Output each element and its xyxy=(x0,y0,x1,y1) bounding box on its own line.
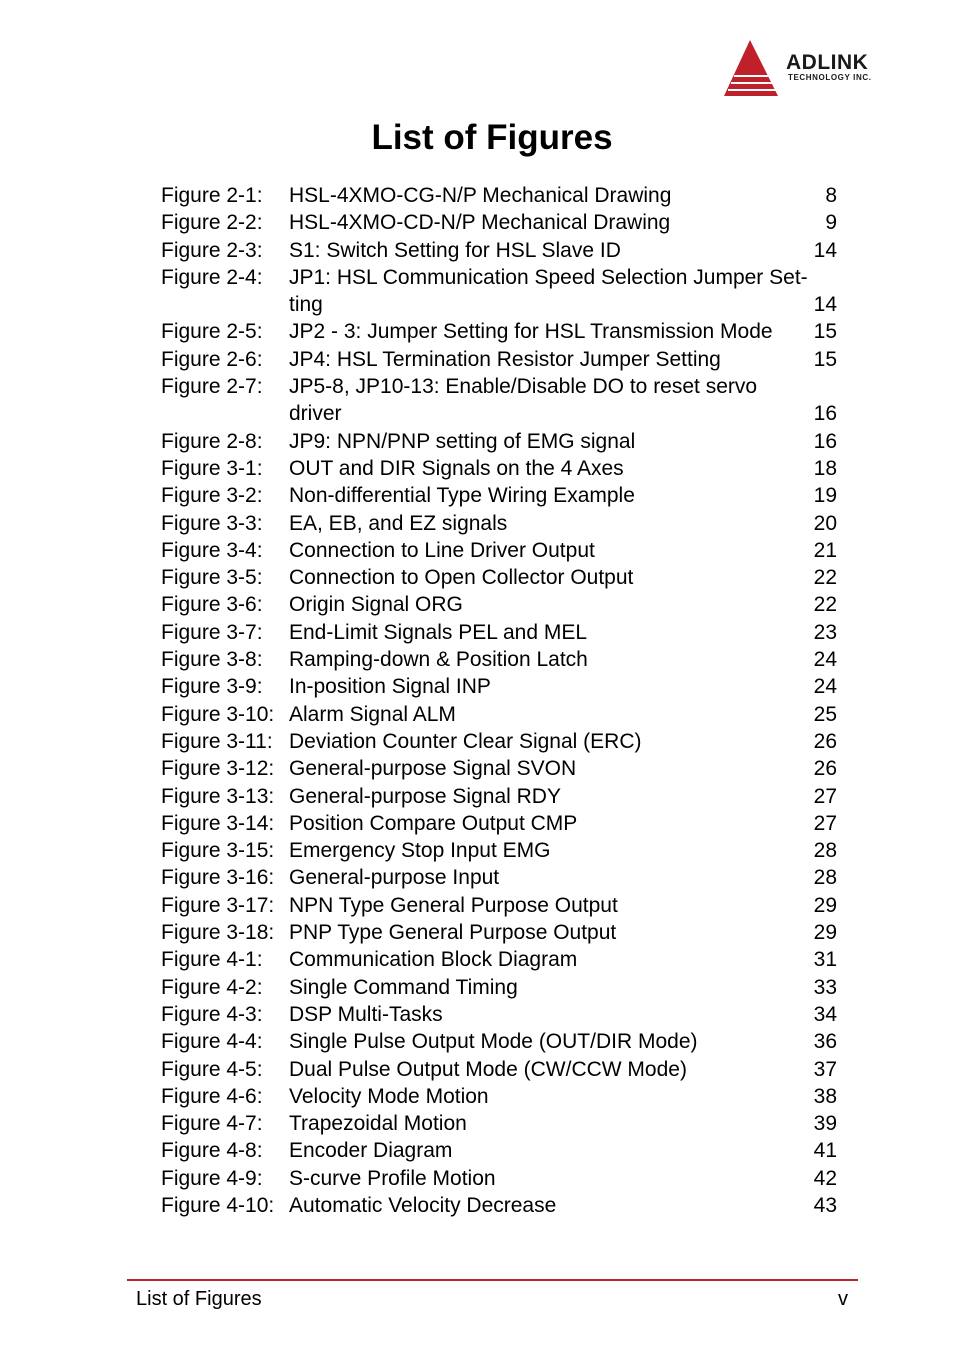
figure-title: General-purpose Signal RDY xyxy=(289,784,561,808)
logo-name: ADLINK xyxy=(786,51,869,74)
figure-entry[interactable] xyxy=(161,619,861,646)
figure-page-number: 25 xyxy=(813,702,837,726)
figure-entry[interactable] xyxy=(161,455,861,482)
figure-list xyxy=(161,182,861,1219)
figure-page-number: 34 xyxy=(813,1002,837,1026)
figure-entry[interactable] xyxy=(161,755,861,782)
figure-number: Figure 2-4: xyxy=(161,265,263,289)
figure-page-number: 15 xyxy=(813,347,837,371)
figure-entry[interactable] xyxy=(161,974,861,1001)
figure-page-number: 21 xyxy=(813,538,837,562)
figure-entry[interactable] xyxy=(161,728,861,755)
figure-page-number: 23 xyxy=(813,620,837,644)
figure-page-number: 33 xyxy=(813,975,837,999)
figure-title: HSL-4XMO-CD-N/P Mechanical Drawing xyxy=(289,211,671,235)
figure-number: Figure 2-5: xyxy=(161,320,263,344)
figure-entry[interactable] xyxy=(161,1028,861,1055)
figure-page-number: 31 xyxy=(813,948,837,972)
figure-page-number: 22 xyxy=(813,566,837,590)
figure-number: Figure 4-4: xyxy=(161,1030,263,1054)
figure-title: Deviation Counter Clear Signal (ERC) xyxy=(289,729,642,753)
figure-title: Single Command Timing xyxy=(289,975,518,999)
figure-number: Figure 3-12: xyxy=(161,757,275,781)
figure-page-number: 38 xyxy=(813,1084,837,1108)
figure-number: Figure 4-6: xyxy=(161,1084,263,1108)
figure-entry[interactable] xyxy=(161,1083,861,1110)
figure-number: Figure 2-6: xyxy=(161,347,263,371)
figure-entry[interactable] xyxy=(161,428,861,455)
figure-entry[interactable] xyxy=(161,646,861,673)
figure-entry[interactable] xyxy=(161,318,861,345)
figure-title: HSL-4XMO-CG-N/P Mechanical Drawing xyxy=(289,184,672,207)
figure-entry[interactable] xyxy=(161,946,861,973)
figure-number: Figure 2-1: xyxy=(161,184,263,207)
figure-number: Figure 4-2: xyxy=(161,975,263,999)
adlink-logo xyxy=(722,38,912,100)
figure-title: General-purpose Input xyxy=(289,866,500,890)
figure-page-number: 24 xyxy=(813,648,837,672)
logo-subtitle: TECHNOLOGY INC. xyxy=(788,73,872,82)
figure-title: End-Limit Signals PEL and MEL xyxy=(289,620,588,644)
figure-number: Figure 2-3: xyxy=(161,238,263,262)
figure-page-number: 41 xyxy=(813,1139,837,1163)
figure-number: Figure 4-10: xyxy=(161,1193,275,1217)
figure-number: Figure 3-16: xyxy=(161,866,275,890)
figure-title: Connection to Line Driver Output xyxy=(289,538,595,562)
footer-page-number: v xyxy=(838,1288,848,1310)
figure-number: Figure 3-2: xyxy=(161,484,263,508)
figure-entry[interactable] xyxy=(161,783,861,810)
figure-title: Communication Block Diagram xyxy=(289,948,578,972)
figure-page-number: 15 xyxy=(813,320,837,344)
figure-title: Emergency Stop Input EMG xyxy=(289,839,551,863)
figure-page-number: 22 xyxy=(813,593,837,617)
figure-title: Velocity Mode Motion xyxy=(289,1084,489,1108)
figure-number: Figure 3-11: xyxy=(161,729,273,753)
figure-title: Alarm Signal ALM xyxy=(289,702,456,726)
figure-entry[interactable] xyxy=(161,346,861,373)
figure-entry[interactable] xyxy=(161,564,861,591)
figure-page-number: 42 xyxy=(813,1166,837,1190)
figure-entry[interactable] xyxy=(161,510,861,537)
figure-entry[interactable] xyxy=(161,482,861,509)
figure-number: Figure 3-4: xyxy=(161,538,263,562)
figure-page-number: 28 xyxy=(813,866,837,890)
figure-page-number: 16 xyxy=(813,402,837,426)
footer-section-label: List of Figures xyxy=(136,1288,262,1310)
figure-number: Figure 3-5: xyxy=(161,566,263,590)
figure-page-number: 24 xyxy=(813,675,837,699)
figure-number: Figure 4-1: xyxy=(161,948,263,972)
figure-title: Non-differential Type Wiring Example xyxy=(289,484,635,508)
figure-page-number: 29 xyxy=(813,893,837,917)
figure-number: Figure 3-7: xyxy=(161,620,263,644)
figure-number: Figure 4-5: xyxy=(161,1057,263,1081)
figure-entry[interactable] xyxy=(161,537,861,564)
figure-title: Trapezoidal Motion xyxy=(289,1112,467,1136)
figure-title: JP9: NPN/PNP setting of EMG signal xyxy=(289,429,636,453)
footer-rule xyxy=(127,1279,858,1281)
figure-title: OUT and DIR Signals on the 4 Axes xyxy=(289,456,624,480)
figure-number: Figure 3-18: xyxy=(161,921,275,945)
figure-page-number: 29 xyxy=(813,921,837,945)
figure-number: Figure 4-7: xyxy=(161,1112,263,1136)
figure-page-number: 37 xyxy=(813,1057,837,1081)
figure-number: Figure 3-15: xyxy=(161,839,275,863)
figure-entry[interactable] xyxy=(161,209,861,236)
figure-page-number: 43 xyxy=(813,1193,837,1217)
figure-title: PNP Type General Purpose Output xyxy=(289,921,617,945)
figure-title: JP1: HSL Communication Speed Selection Jumper Set-ting xyxy=(289,265,808,317)
figure-entry[interactable] xyxy=(161,1110,861,1137)
figure-title: Encoder Diagram xyxy=(289,1139,453,1163)
figure-title: Position Compare Output CMP xyxy=(289,811,578,835)
figure-title: JP2 - 3: Jumper Setting for HSL Transmission Mode xyxy=(289,320,773,344)
figure-number: Figure 3-1: xyxy=(161,456,263,480)
figure-page-number: 14 xyxy=(813,238,837,262)
figure-number: Figure 3-17: xyxy=(161,893,275,917)
figure-entry[interactable] xyxy=(161,810,861,837)
figure-entry[interactable] xyxy=(161,1056,861,1083)
figure-title: Automatic Velocity Decrease xyxy=(289,1193,557,1217)
figure-entry[interactable] xyxy=(161,892,861,919)
figure-page-number: 39 xyxy=(813,1112,837,1136)
figure-title: S-curve Profile Motion xyxy=(289,1166,496,1190)
figure-number: Figure 2-2: xyxy=(161,211,263,235)
figure-number: Figure 3-6: xyxy=(161,593,263,617)
figure-number: Figure 3-8: xyxy=(161,648,263,672)
figure-entry[interactable] xyxy=(161,264,861,319)
figure-page-number: 27 xyxy=(813,811,837,835)
figure-page-number: 36 xyxy=(813,1030,837,1054)
figure-entry[interactable] xyxy=(161,373,861,428)
figure-entry[interactable] xyxy=(161,701,861,728)
figure-number: Figure 3-13: xyxy=(161,784,275,808)
figure-title: Dual Pulse Output Mode (CW/CCW Mode) xyxy=(289,1057,687,1081)
page-title: List of Figures xyxy=(371,118,613,157)
figure-title: JP5-8, JP10-13: Enable/Disable DO to reset servo driver xyxy=(289,375,758,426)
figure-title: Connection to Open Collector Output xyxy=(289,566,634,590)
figure-page-number: 8 xyxy=(825,184,837,207)
figure-page-number: 14 xyxy=(813,293,837,317)
figure-page-number: 16 xyxy=(813,429,837,453)
figure-title: S1: Switch Setting for HSL Slave ID xyxy=(289,238,621,262)
figure-entry[interactable] xyxy=(161,864,861,891)
figure-number: Figure 2-7: xyxy=(161,375,263,399)
figure-title: NPN Type General Purpose Output xyxy=(289,893,618,917)
figure-page-number: 26 xyxy=(813,729,837,753)
figure-number: Figure 4-9: xyxy=(161,1166,263,1190)
figure-title: Ramping-down & Position Latch xyxy=(289,648,588,672)
figure-page-number: 9 xyxy=(825,211,837,235)
figure-page-number: 26 xyxy=(813,757,837,781)
figure-title: DSP Multi-Tasks xyxy=(289,1002,443,1026)
figure-entry[interactable] xyxy=(161,919,861,946)
figure-entry[interactable] xyxy=(161,237,861,264)
figure-entry[interactable] xyxy=(161,1165,861,1192)
figure-entry[interactable] xyxy=(161,673,861,700)
figure-page-number: 18 xyxy=(813,456,837,480)
figure-page-number: 28 xyxy=(813,839,837,863)
figure-number: Figure 3-3: xyxy=(161,511,263,535)
figure-number: Figure 2-8: xyxy=(161,429,263,453)
figure-number: Figure 4-8: xyxy=(161,1139,263,1163)
figure-entry[interactable] xyxy=(161,1192,861,1219)
figure-number: Figure 3-9: xyxy=(161,675,263,699)
figure-title: EA, EB, and EZ signals xyxy=(289,511,508,535)
figure-number: Figure 4-3: xyxy=(161,1002,263,1026)
figure-entry[interactable] xyxy=(161,1001,861,1028)
figure-title: JP4: HSL Termination Resistor Jumper Setting xyxy=(289,347,721,371)
figure-title: In-position Signal INP xyxy=(289,675,491,699)
figure-number: Figure 3-14: xyxy=(161,811,275,835)
figure-number: Figure 3-10: xyxy=(161,702,275,726)
figure-title: Single Pulse Output Mode (OUT/DIR Mode) xyxy=(289,1030,698,1054)
figure-entry[interactable] xyxy=(161,182,861,209)
figure-entry[interactable] xyxy=(161,837,861,864)
figure-page-number: 19 xyxy=(813,484,837,508)
figure-title: General-purpose Signal SVON xyxy=(289,757,577,781)
figure-entry[interactable] xyxy=(161,591,861,618)
figure-title: Origin Signal ORG xyxy=(289,593,463,617)
figure-page-number: 27 xyxy=(813,784,837,808)
pyramid-logo-icon xyxy=(722,38,782,98)
figure-entry[interactable] xyxy=(161,1137,861,1164)
figure-page-number: 20 xyxy=(813,511,837,535)
